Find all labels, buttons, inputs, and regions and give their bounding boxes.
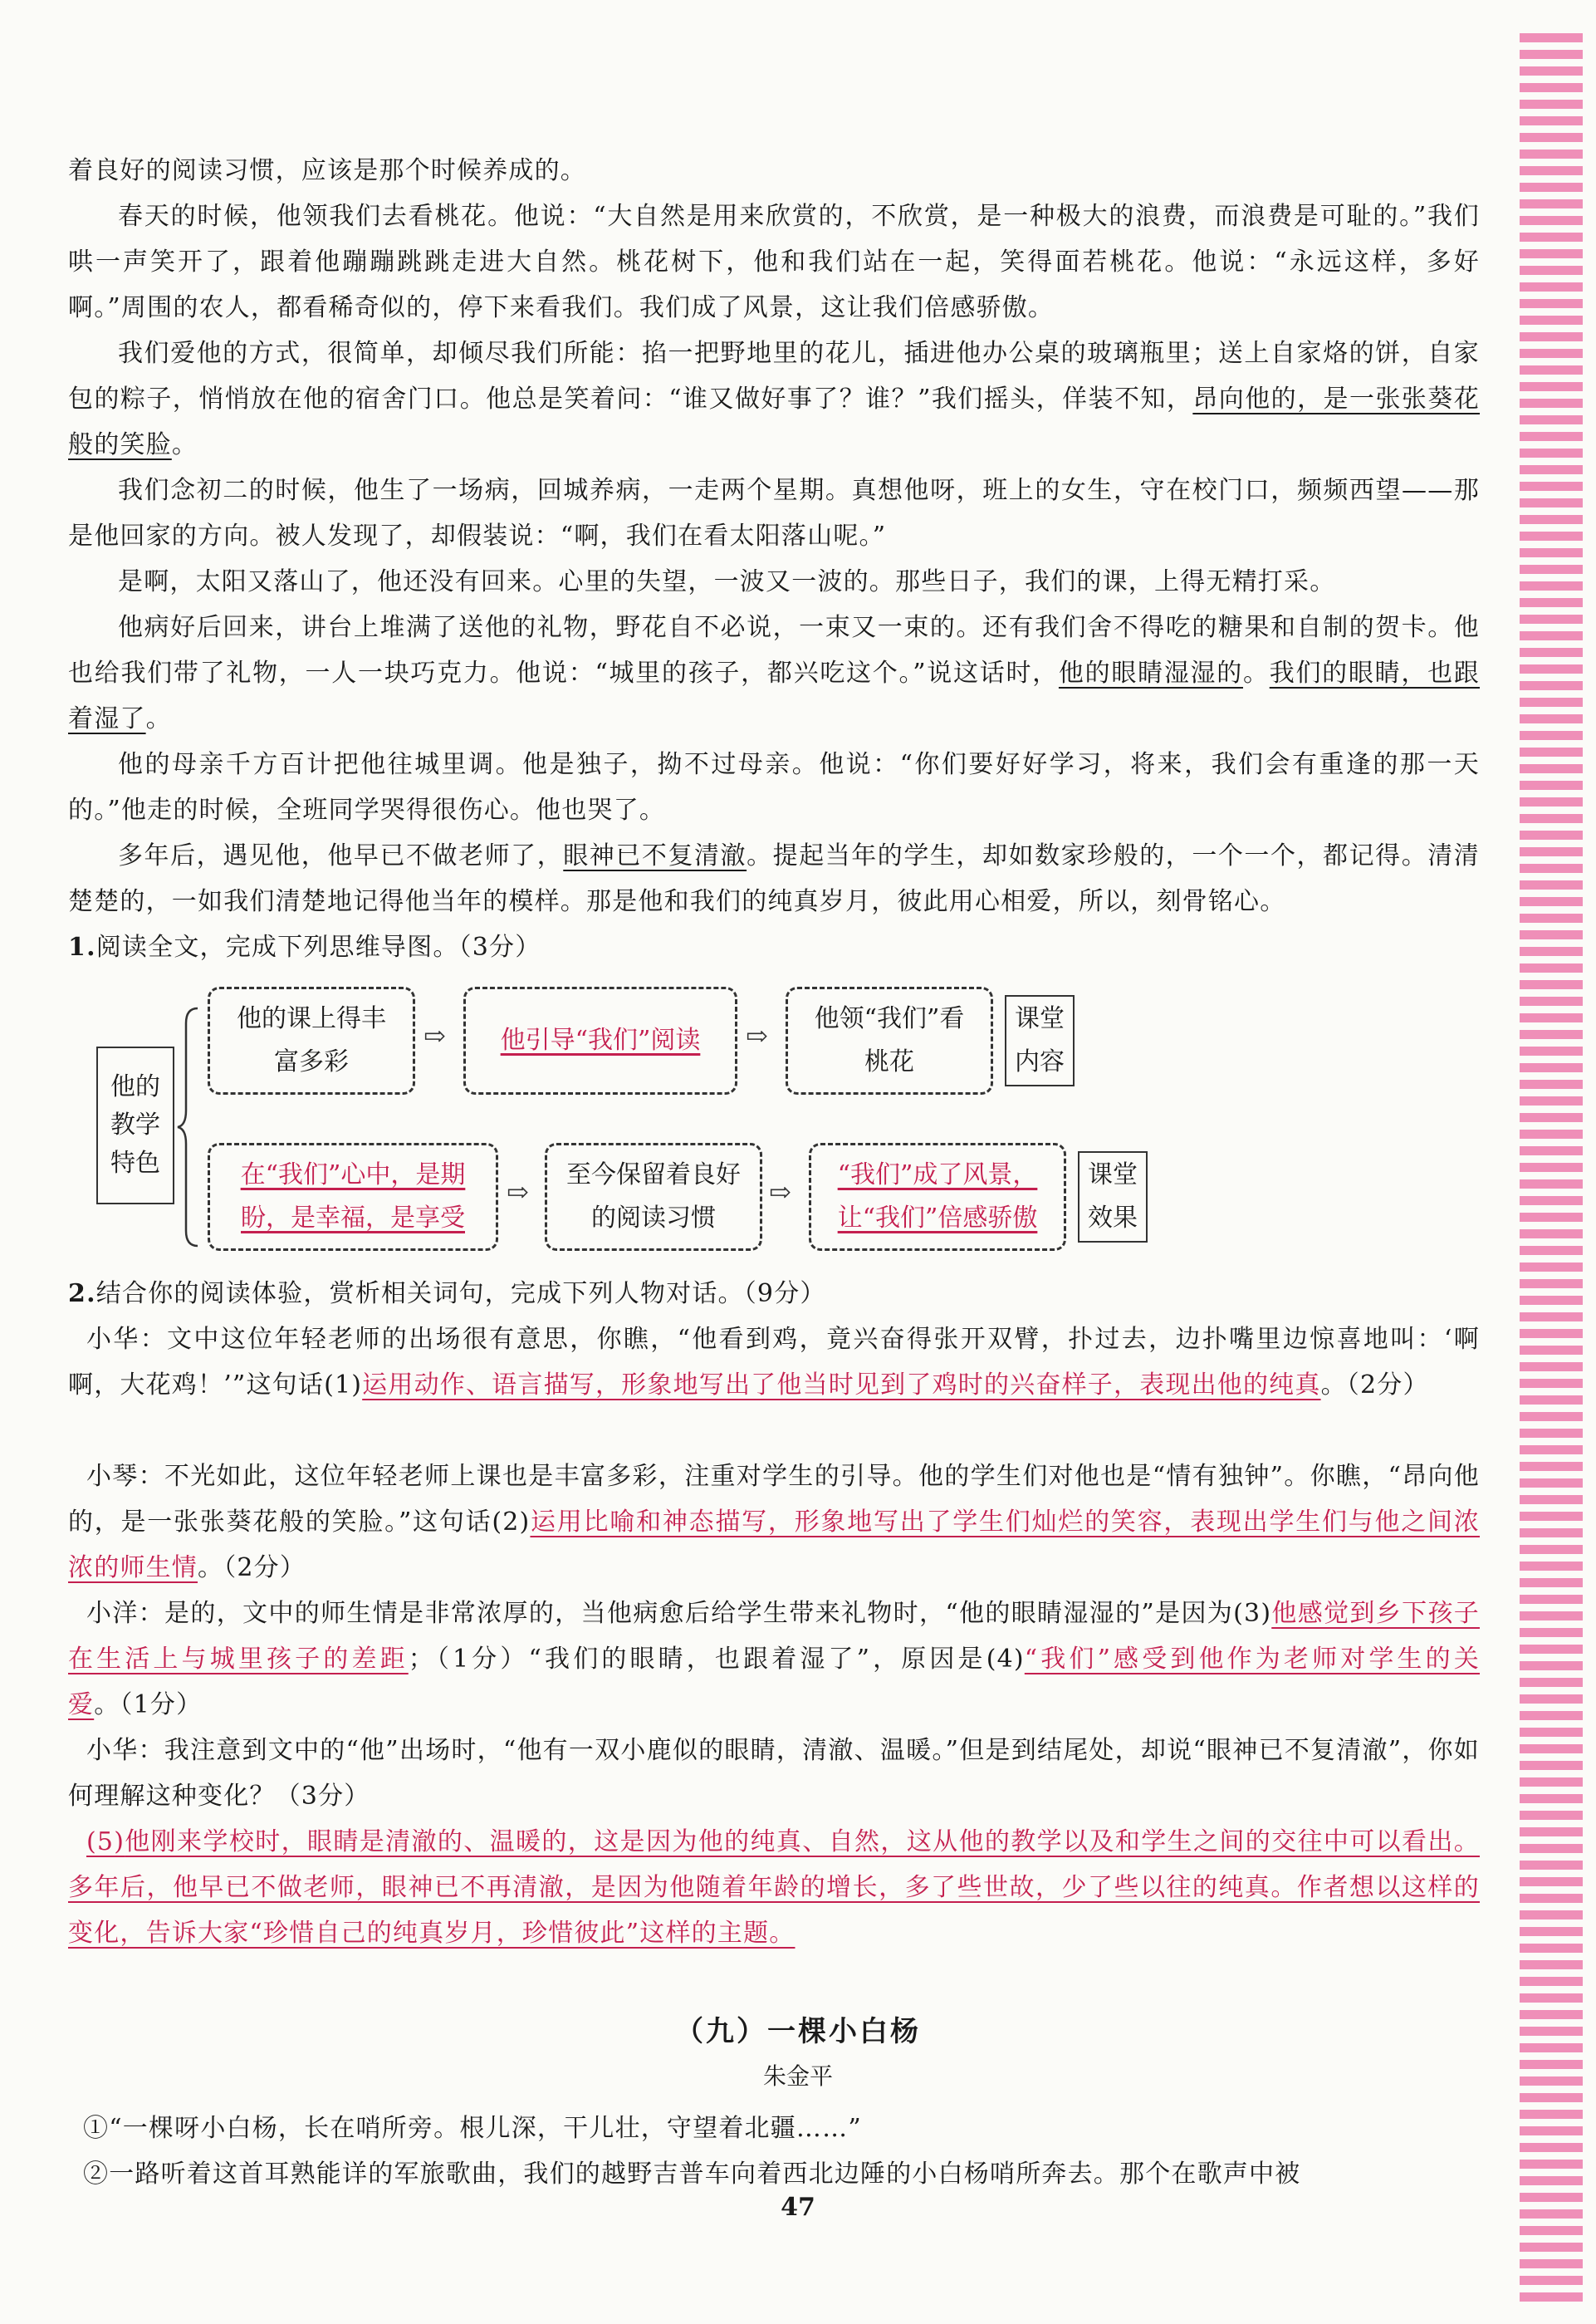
mindmap-node-r1-3: 他领“我们”看桃花 (786, 987, 993, 1095)
answer-5-block: (5)他刚来学校时，眼睛是清澈的、温暖的，这是因为他的纯真、自然，这从他的教学以及和学生之间的交往中可以看出。多年后，他早已不做老师，眼神已不再清澈，是因为他随着年龄的增长，多了些世故，少了些以往的纯真。作者想以这样的变化，告诉大家“珍惜自己的纯真岁月，珍惜彼此”这样的主题。 (68, 1827, 1480, 1948)
paragraph-4: 是啊，太阳又落山了，他还没有回来。心里的失望，一波又一波的。那些日子，我们的课，上得无精打采。 (118, 567, 1336, 596)
dialogue-4: 小华：我注意到文中的“他”出场时，“他有一双小鹿似的眼睛，清澈、温暖。”但是到结尾处，却说“眼神已不复清澈”，你如何理解这种变化？（3分） (68, 1736, 1480, 1811)
mindmap-node-r1-1: 他的课上得丰富多彩 (208, 987, 415, 1095)
paragraph-3: 我们念初二的时候，他生了一场病，回城养病，一走两个星期。真想他呀，班上的女生，守在校门口，频频西望——那是他回家的方向。被人发现了，却假装说：“啊，我们在看太阳落山呢。” (68, 476, 1480, 551)
mindmap-root: 他的教学特色 (96, 1047, 174, 1204)
mindmap-node-r2-3: “我们”成了风景，让“我们”倍感骄傲 (809, 1143, 1066, 1251)
dialogue-3: 小洋：是的，文中的师生情是非常浓厚的，当他病愈后给学生带来礼物时，“他的眼睛湿湿的”是因为(3)他感觉到乡下孩子在生活上与城里孩子的差距；（1分）“我们的眼睛，也跟着湿了”，原因是(4)“我们”感受到他作为老师对学生的关爱。（1分） (68, 1599, 1480, 1719)
mind-map (83, 980, 1179, 1271)
dialogue-1: 小华：文中这位年轻老师的出场很有意思，你瞧，“他看到鸡，竟兴奋得张开双臂，扑过去，边扑嘴里边惊喜地叫：‘啊啊，大花鸡！’”这句话(1)运用动作、语言描写，形象地写出了他当时见到了鸡时的兴奋样子，表现出他的纯真。（2分） (68, 1325, 1480, 1400)
question-2: 2.结合你的阅读体验，赏析相关词句，完成下列人物对话。（9分） (68, 1279, 826, 1308)
answer-1: 运用动作、语言描写，形象地写出了他当时见到了鸡时的兴奋样子，表现出他的纯真 (362, 1370, 1321, 1400)
paragraph-5: 他病好后回来，讲台上堆满了送他的礼物，野花自不必说，一束又一束的。还有我们舍不得吃的糖果和自制的贺卡。他也给我们带了礼物，一人一块巧克力。他说：“城里的孩子，都兴吃这个。”说这话时，他的眼睛湿湿的。我们的眼睛，也跟着湿了。 (68, 613, 1481, 733)
section-title: （九）一棵小白杨 (675, 2015, 921, 2048)
answer-5: 他刚来学校时，眼睛是清澈的、温暖的，这是因为他的纯真、自然，这从他的教学以及和学生之间的交往中可以看出。多年后，他早已不做老师，眼神已不再清澈，是因为他随着年龄的增长，多了些世故，少了些以往的纯真。作者想以这样的变化，告诉大家“珍惜自己的纯真岁月，珍惜彼此”这样的主题。 (68, 1827, 1480, 1948)
brace-icon (176, 1007, 201, 1248)
mindmap-node-r1-2: 他引导“我们”阅读 (463, 987, 737, 1095)
paragraph-1: 春天的时候，他领我们去看桃花。他说：“大自然是用来欣赏的，不欣赏，是一种极大的浪费，而浪费是可耻的。”我们哄一声笑开了，跟着他蹦蹦跳跳走进大自然。桃花树下，他和我们站在一起，笑得面若桃花。他说：“永远这样，多好啊。”周围的农人，都看稀奇似的，停下来看我们。我们成了风景，这让我们倍感骄傲。 (68, 202, 1480, 322)
page-number: 47 (781, 2193, 815, 2222)
answer-4: “我们”感受到他作为老师对学生的关爱 (68, 1645, 1480, 1719)
paragraph-6: 他的母亲千方百计把他往城里调。他是独子，拗不过母亲。他说：“你们要好好学习，将来，我们会有重逢的那一天的。”他走的时候，全班同学哭得很伤心。他也哭了。 (68, 750, 1480, 825)
underlined-phrase: 眼神已不复清澈 (563, 841, 747, 870)
answer-3: 他感觉到乡下孩子在生活上与城里孩子的差距 (68, 1599, 1480, 1674)
story-line-1: ①“一棵呀小白杨，长在哨所旁。根儿深，干儿壮，守望着北疆……” (83, 2114, 862, 2143)
story-line-2: ②一路听着这首耳熟能详的军旅歌曲，我们的越野吉普车向着西北边陲的小白杨哨所奔去。那个在歌声中被 (83, 2160, 1301, 2189)
arrow-icon: ⇨ (423, 1020, 446, 1052)
mindmap-node-r2-2: 至今保留着良好的阅读习惯 (545, 1143, 762, 1251)
underlined-phrase: 我们的眼睛，也跟着湿了 (68, 659, 1481, 733)
underlined-phrase: 他的眼睛湿湿的 (1058, 659, 1243, 688)
arrow-icon: ⇨ (769, 1176, 791, 1208)
mindmap-label-content: 课堂内容 (1005, 995, 1075, 1086)
mindmap-node-r2-1: 在“我们”心中，是期盼，是幸福，是享受 (208, 1143, 498, 1251)
paragraph-7: 多年后，遇见他，他早已不做老师了，眼神已不复清澈。提起当年的学生，却如数家珍般的，一个一个，都记得。清清楚楚的，一如我们清楚地记得他当年的模样。那是他和我们的纯真岁月，彼此用心相爱，所以，刻骨铭心。 (68, 841, 1480, 916)
arrow-icon: ⇨ (507, 1176, 529, 1208)
mindmap-label-effect: 课堂效果 (1078, 1151, 1148, 1243)
underlined-phrase: 昂向他的，是一张张葵花般的笑脸 (68, 385, 1480, 459)
author: 朱金平 (762, 2062, 833, 2090)
answer-2: 运用比喻和神态描写，形象地写出了学生们灿烂的笑容，表现出学生们与他之间浓浓的师生情 (68, 1508, 1480, 1582)
decorative-margin-stripes (1520, 33, 1583, 2309)
arrow-icon: ⇨ (746, 1020, 768, 1052)
question-1: 1.阅读全文，完成下列思维导图。（3分） (68, 933, 541, 962)
paragraph-2: 我们爱他的方式，很简单，却倾尽我们所能：掐一把野地里的花儿，插进他办公桌的玻璃瓶里；送上自家烙的饼，自家包的粽子，悄悄放在他的宿舍门口。他总是笑着问：“谁又做好事了？谁？”我们摇头，佯装不知，昂向他的，是一张张葵花般的笑脸。 (68, 339, 1480, 459)
paragraph-0: 着良好的阅读习惯，应该是那个时候养成的。 (68, 156, 586, 185)
dialogue-2: 小琴：不光如此，这位年轻老师上课也是丰富多彩，注重对学生的引导。他的学生们对他也是“情有独钟”。你瞧，“昂向他的，是一张张葵花般的笑脸。”这句话(2)运用比喻和神态描写，形象地写出了学生们灿烂的笑容，表现出学生们与他之间浓浓的师生情。（2分） (68, 1462, 1480, 1582)
